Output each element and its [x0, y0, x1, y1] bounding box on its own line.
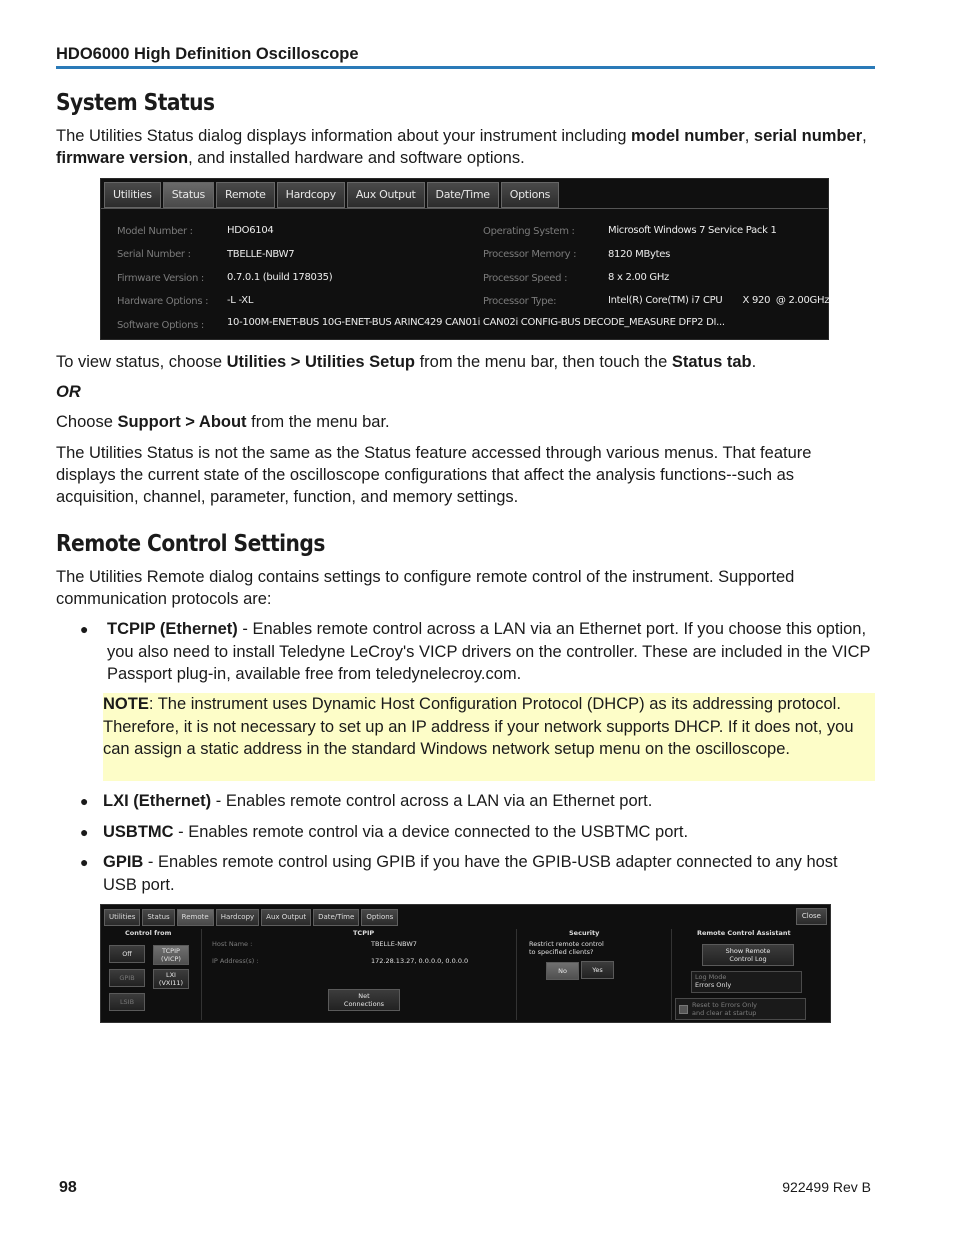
operating-system-label: Operating System : [483, 226, 575, 237]
running-header: HDO6000 High Definition Oscilloscope [56, 45, 875, 69]
list-item-lxi: ● LXI (Ethernet) - Enables remote control across a LAN via an Ethernet port. [80, 790, 875, 814]
remote-assistant-title: Remote Control Assistant [697, 929, 791, 937]
firmware-version-value: 0.7.0.1 (build 178035) [227, 272, 333, 283]
tab-status[interactable]: Status [142, 909, 174, 926]
processor-type-value: Intel(R) Core(TM) i7 CPU X 920 @ 2.00GHz [608, 295, 830, 306]
processor-type-label: Processor Type: [483, 296, 557, 307]
tab-date-time[interactable]: Date/Time [427, 182, 499, 208]
status-dialog-screenshot [100, 178, 829, 340]
restrict-clients-question: Restrict remote control to specified clients? [529, 940, 604, 956]
reset-errors-checkbox[interactable] [675, 998, 806, 1020]
list-item-gpib: ● GPIB - Enables remote control using GPIB if you have the GPIB-USB adapter connected to any host USB port. [80, 853, 838, 894]
remote-intro: The Utilities Remote dialog contains settings to configure remote control of the instrument. Supported communication protocols are: [56, 568, 795, 608]
hardware-options-value: -L -XL [227, 295, 254, 306]
remote-dialog-screenshot [100, 904, 831, 1023]
log-mode-value: Errors Only [695, 981, 732, 989]
tcpip-title: TCPIP [353, 929, 375, 937]
dhcp-note: NOTE: The instrument uses Dynamic Host Configuration Protocol (DHCP) as its addressing protocol. Therefore, it is not necessary to set up an IP address if your network supports DHCP. If it does not, you can assign a static address in the standard Windows network setup menu on the oscilloscope. [103, 693, 875, 781]
firmware-version-label: Firmware Version : [117, 273, 204, 284]
ip-address-label: IP Address(s) : [212, 957, 259, 965]
system-status-intro: The Utilities Status dialog displays information about your instrument including model number, serial number, firmware version, and installed hardware and software options. [56, 127, 867, 167]
serial-number-value: TBELLE-NBW7 [227, 249, 295, 260]
software-options-label: Software Options : [117, 320, 204, 331]
tab-utilities[interactable]: Utilities [104, 909, 140, 926]
processor-speed-label: Processor Speed : [483, 273, 568, 284]
host-name-value: TBELLE-NBW7 [371, 940, 417, 948]
bullet-icon: ● [80, 854, 89, 870]
ip-address-value: 172.28.13.27, 0.0.0.0, 0.0.0.0 [371, 957, 469, 965]
document-revision: 922499 Rev B [782, 1179, 871, 1195]
show-remote-log-button[interactable]: Show Remote Control Log [702, 944, 794, 966]
status-dialog-tabs [104, 182, 559, 208]
serial-number-label: Serial Number : [117, 249, 191, 260]
bullet-icon: ● [80, 793, 89, 809]
list-item-tcpip: ● TCPIP (Ethernet) - Enables remote control across a LAN via an Ethernet port. If you choose this option, you also need to install Teledyne LeCroy's VICP drivers on the controller. These are included in the VICP Passport plug-in, available free from teledynelecroy.com. [80, 620, 871, 683]
model-number-value: HDO6104 [227, 225, 274, 236]
log-mode-label: Log Mode [695, 973, 727, 981]
close-button[interactable]: Close [796, 908, 827, 925]
tcpip-vicp-button[interactable]: TCPIP (VICP) [153, 945, 189, 965]
log-mode-select[interactable] [691, 971, 802, 993]
gpib-button[interactable]: GPIB [109, 969, 145, 987]
tab-hardcopy[interactable]: Hardcopy [277, 182, 345, 208]
control-from-title: Control from [125, 929, 172, 937]
tab-utilities[interactable]: Utilities [104, 182, 161, 208]
processor-memory-label: Processor Memory : [483, 249, 577, 260]
lxi-vxi11-button[interactable]: LXI (VXI11) [153, 969, 189, 989]
hardware-options-label: Hardware Options : [117, 296, 209, 307]
tab-remote[interactable]: Remote [177, 909, 214, 926]
tab-date-time[interactable]: Date/Time [313, 909, 359, 926]
bullet-icon: ● [80, 824, 89, 840]
remote-dialog-tabs [104, 909, 398, 926]
section-divider [201, 929, 202, 1020]
processor-memory-value: 8120 MBytes [608, 249, 671, 260]
lsib-button[interactable]: LSIB [109, 993, 145, 1011]
processor-speed-value: 8 x 2.00 GHz [608, 272, 669, 283]
section-heading-remote-control: Remote Control Settings [56, 531, 325, 557]
view-status-instructions: To view status, choose Utilities > Utilities Setup from the menu bar, then touch the Status tab. [56, 353, 757, 371]
host-name-label: Host Name : [212, 940, 253, 948]
page-number: 98 [59, 1179, 77, 1196]
reset-errors-label: Reset to Errors Only and clear at startup [692, 1001, 757, 1017]
tab-aux-output[interactable]: Aux Output [261, 909, 311, 926]
tab-aux-output[interactable]: Aux Output [347, 182, 425, 208]
utilities-status-note: The Utilities Status is not the same as the Status feature accessed through various menus. That feature displays the current state of the oscilloscope configurations that affect the analysis functions--such as acquisition, channel, parameter, function, and memory settings. [56, 444, 812, 506]
checkbox-icon [679, 1005, 688, 1014]
list-item-usbtmc: ● USBTMC - Enables remote control via a device connected to the USBTMC port. [80, 821, 875, 845]
tab-status[interactable]: Status [163, 182, 214, 208]
net-connections-button[interactable]: Net Connections [328, 989, 400, 1011]
tab-divider [101, 208, 828, 209]
off-button[interactable]: Off [109, 945, 145, 963]
or-separator: OR [56, 383, 81, 401]
section-heading-system-status: System Status [56, 90, 215, 116]
security-title: Security [569, 929, 600, 937]
section-divider [671, 929, 672, 1020]
tab-hardcopy[interactable]: Hardcopy [216, 909, 259, 926]
bullet-icon: ● [80, 621, 89, 637]
security-yes-button[interactable]: Yes [581, 961, 614, 979]
tab-remote[interactable]: Remote [216, 182, 275, 208]
operating-system-value: Microsoft Windows 7 Service Pack 1 [608, 225, 777, 236]
security-no-button[interactable]: No [546, 962, 579, 980]
model-number-label: Model Number : [117, 226, 193, 237]
choose-support-about: Choose Support > About from the menu bar. [56, 413, 390, 431]
tab-options[interactable]: Options [501, 182, 559, 208]
software-options-value: 10-100M-ENET-BUS 10G-ENET-BUS ARINC429 CAN01i CAN02i CONFIG-BUS DECODE_MEASURE DFP2 DI... [227, 317, 725, 328]
tab-options[interactable]: Options [361, 909, 398, 926]
section-divider [516, 929, 517, 1020]
